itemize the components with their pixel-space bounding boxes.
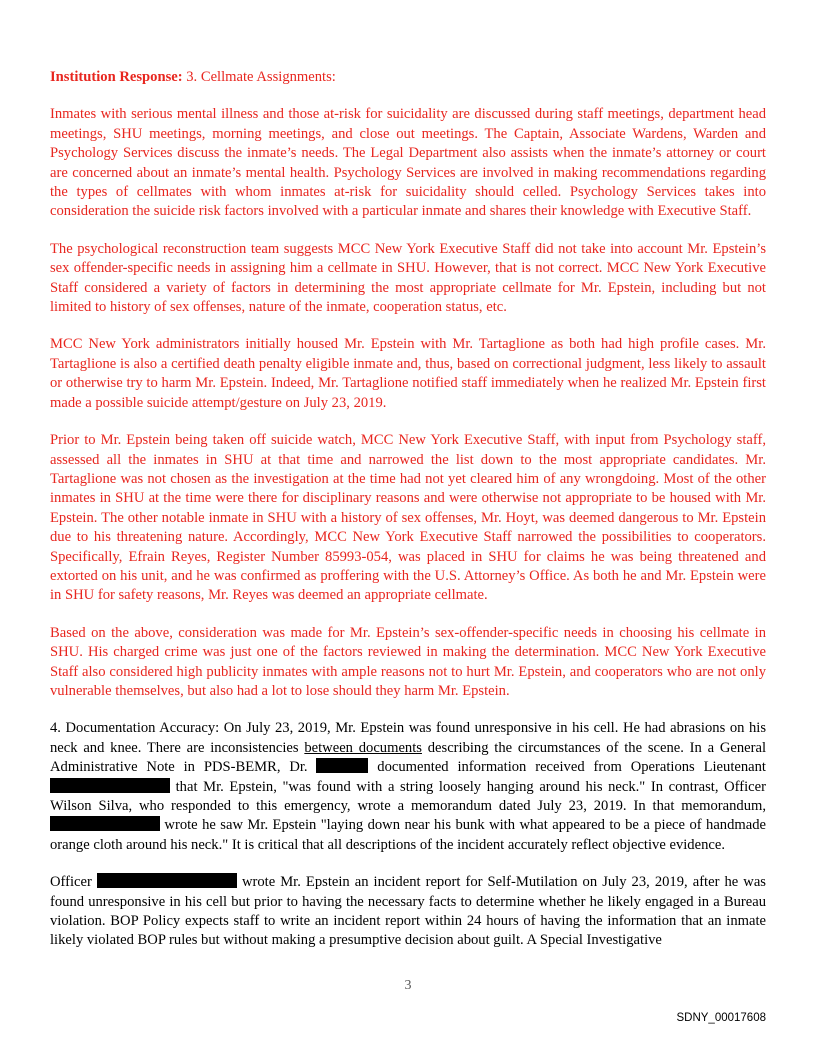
institution-response-heading <box>50 68 766 87</box>
doc-text-d: documented information received from Operations Lieutenant <box>368 759 766 776</box>
page-number: 3 <box>404 978 412 993</box>
paragraph-risk-discussion: Inmates with serious mental illness and those at-risk for suicidality are discussed during staff meetings, department head meetings, SHU meetings, morning meetings, and close out meetings. The Captain, Associate Wardens, Warden and Psychology Services discuss the inmate’s needs. The Legal Department also assists when the inmate’s attorney or court are concerned about an inmate’s mental health. Psychology Services are involved in making recommendations regarding the types of cellmates with whom inmates at-risk for suicidality should celled. Psychology Services takes into consideration the suicide risk factors involved with a particular inmate and shares their knowledge with Executive Staff. <box>50 106 766 220</box>
paragraph-conclusion: Based on the above, consideration was made for Mr. Epstein’s sex-offender-specific needs in choosing his cellmate in SHU. His charged crime was just one of the factors reviewed in making the determination. MCC New York Executive Staff also considered high publicity inmates with ample reasons not to hurt Mr. Epstein, and cooperators who are not only vulnerable themselves, but also had a lot to lose should they harm Mr. Epstein. <box>50 624 766 699</box>
doc-text-e: that Mr. Epstein, "was found with a string loosely hanging around his neck." In contrast, Officer Wilson Silva, who responded to this emergency, wrote a memorandum dated July 23, 2019. In that memorandum, <box>50 778 766 814</box>
paragraph-initial-housing: MCC New York administrators initially housed Mr. Epstein with Mr. Tartaglione as both had high profile cases. Mr. Tartaglione is also a certified death penalty eligible inmate and, thus, based on correctional judgment, less likely to assault or otherwise try to harm Mr. Epstein. Indeed, Mr. Tartaglione notified staff immediately when he realized Mr. Epstein first made a possible suicide attempt/gesture on July 23, 2019. <box>50 336 766 411</box>
incident-text-a: Officer <box>50 874 97 891</box>
paragraph-incident-report <box>50 873 766 951</box>
bates-number: SDNY_00017608 <box>676 1012 766 1024</box>
paragraph-documentation-accuracy <box>50 719 766 855</box>
doc-text-f: wrote he saw Mr. Epstein "laying down near his bunk with what appeared to be a piece of handmade orange cloth around his neck." It is critical that all descriptions of the incident accurately reflect objective evidence. <box>50 817 766 853</box>
heading-text: 3. Cellmate Assignments: <box>182 69 336 85</box>
incident-text-b: wrote Mr. Epstein an incident report for Self-Mutilation on July 23, 2019, after he was found unresponsive in his cell but prior to having the necessary facts to determine whether he likely engaged in a Bureau violation. BOP Policy expects staff to write an incident report within 24 hours of having the information that an inmate likely violated BOP rules but without making a presumptive decision about guilt. A Special Investigative <box>50 874 766 949</box>
document-body <box>50 68 766 969</box>
redaction-box <box>97 873 237 888</box>
redaction-box <box>50 816 160 831</box>
heading-label: Institution Response: <box>50 69 183 85</box>
doc-text-a: 4. Documentation Accuracy: On July 23, 2019, Mr. Epstein was found unresponsive in his cell. He had abrasions on his neck and knee. There are inconsistencies <box>50 720 766 756</box>
doc-text-c: describing the circumstances of the scene. In a General Administrative Note in PDS-BEMR, Dr. <box>50 739 766 776</box>
redaction-box <box>50 778 170 793</box>
paragraph-sex-offender-needs: The psychological reconstruction team suggests MCC New York Executive Staff did not take into account Mr. Epstein’s sex offender-specific needs in assigning him a cellmate in SHU. However, that is not correct. MCC New York Executive Staff considered a variety of factors in determining the most appropriate cellmate for Mr. Epstein, including but not limited to history of sex offenses, nature of the inmate, cooperation status, etc. <box>50 240 766 316</box>
paragraph-cellmate-selection: Prior to Mr. Epstein being taken off suicide watch, MCC New York Executive Staff, with input from Psychology staff, assessed all the inmates in SHU at that time and narrowed the list down to the most appropriate candidates. Mr. Tartaglione was not chosen as the investigation at the time had not yet cleared him of any wrongdoing. Most of the other inmates in SHU at the time were there for disciplinary reasons and were otherwise not appropriate to be housed with Mr. Epstein. The other notable inmate in SHU with a history of sex offenses, Mr. Hoyt, was deemed dangerous to Mr. Epstein due to his threatening nature. Accordingly, MCC New York Executive Staff narrowed the possibilities to cooperators. Specifically, Efrain Reyes, Register Number 85993-054, was placed in SHU for claims he was being threatened and extorted on his unit, and he was confirmed as proffering with the U.S. Attorney’s Office. As both he and Mr. Epstein were in SHU for safety reasons, Mr. Reyes was deemed an appropriate cellmate. <box>50 432 766 604</box>
redaction-box <box>316 758 368 773</box>
doc-text-underlined: between documents <box>304 739 422 756</box>
